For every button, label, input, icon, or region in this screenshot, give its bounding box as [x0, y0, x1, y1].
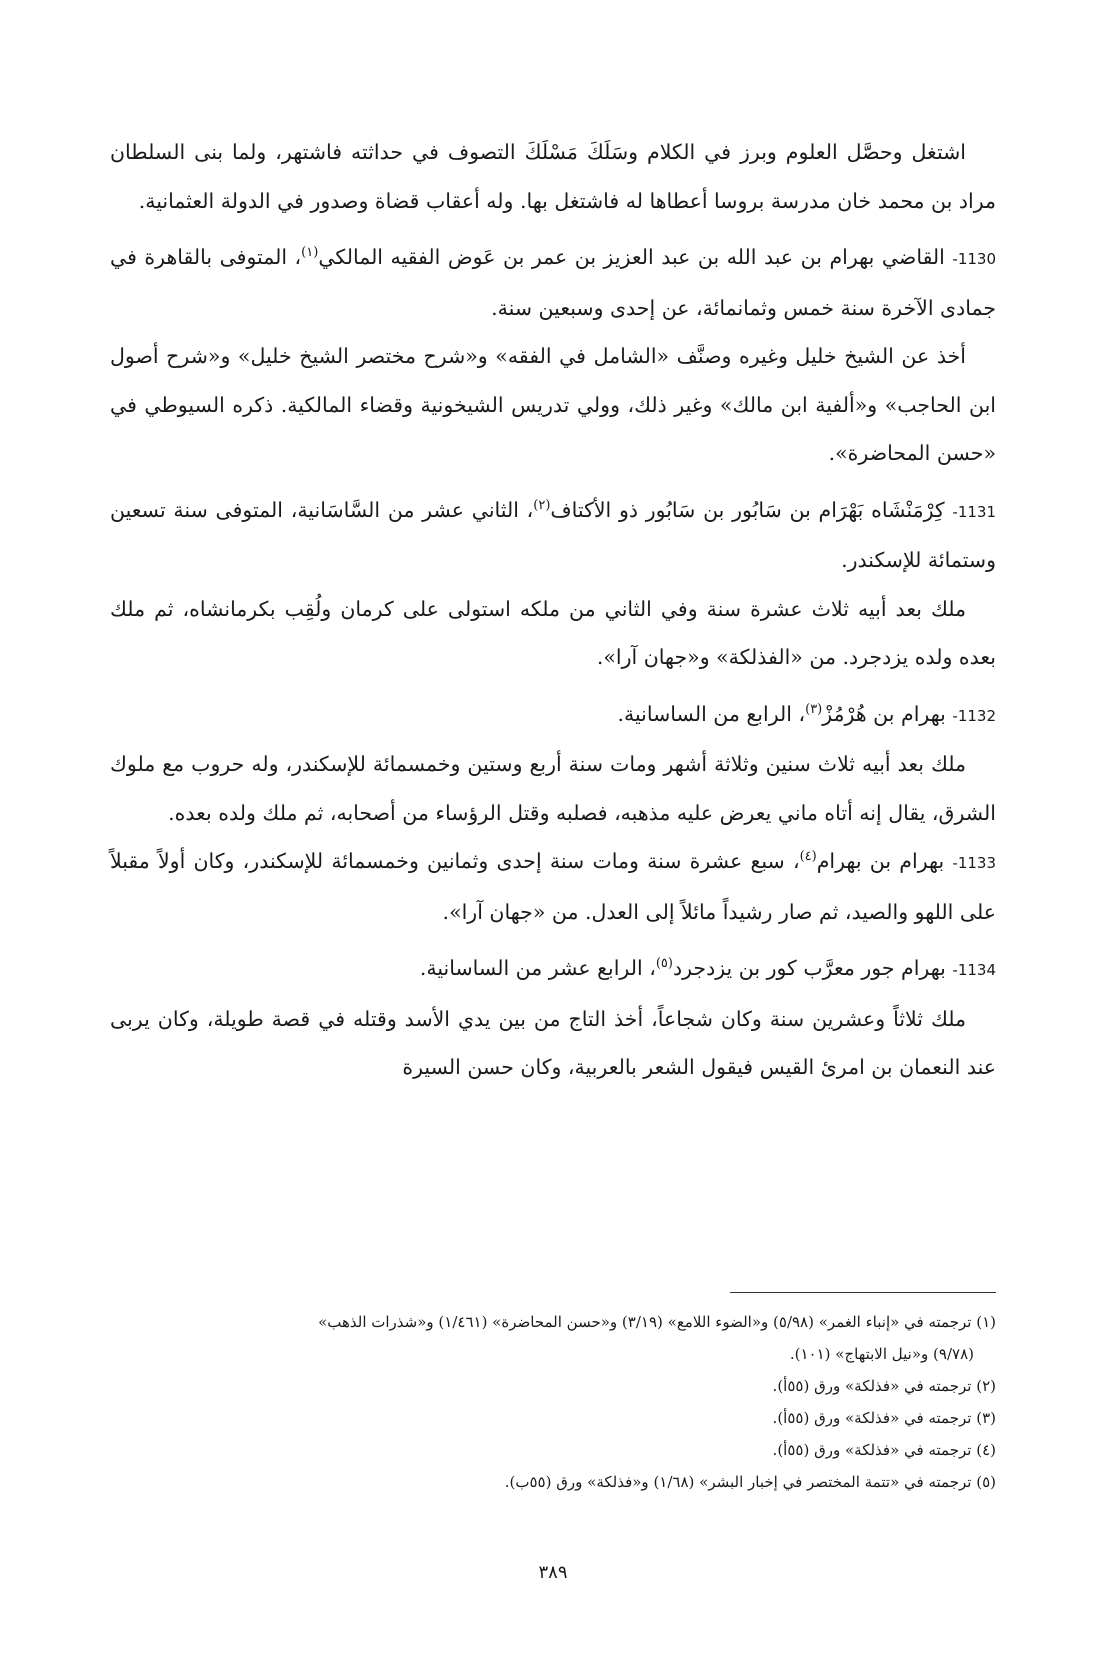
entry-1130-paragraph: أخذ عن الشيخ خليل وغيره وصنَّف «الشامل في الفقه» و«شرح مختصر الشيخ خليل» و«شرح أصول ابن الحاجب» و«ألفية ابن مالك» وغير ذلك، وولي تدريس الشيخونية وقضاء المالكية. ذكره السيوطي في «حسن المحاضرة». [110, 344, 996, 465]
footnote-ref[interactable]: (٤) [799, 849, 817, 865]
entry-1132-paragraph: ملك بعد أبيه ثلاث سنين وثلاثة أشهر ومات سنة أربع وستين وخمسمائة للإسكندر، وله حروب مع ملوك الشرق، يقال إنه أتاه ماني يعرض عليه مذهبه، فصلبه وقتل الرؤساء من أصحابه، ثم ملك ولده بعده. [110, 752, 996, 825]
entry-number: 1130- [952, 250, 996, 268]
entry-title: كِرْمَنْشَاه بَهْرَام بن سَابُور بن سَابُور ذو الأكتاف [550, 497, 953, 522]
entry-number: 1134- [952, 961, 996, 979]
footnote-3: (٣) ترجمته في «فذلكة» ورق (٥٥أ). [772, 1409, 996, 1427]
entry-1134-heading [110, 944, 996, 995]
entry-number: 1133- [952, 854, 996, 872]
footnote-1-continued: (٩/٧٨) و«نيل الابتهاج» (١٠١). [789, 1345, 974, 1363]
entry-details: ، سبع عشرة سنة ومات سنة إحدى وثمانين وخمسمائة للإسكندر، وكان أولاً مقبلاً على اللهو والصيد، ثم صار رشيداً مائلاً إلى العدل. من «جهان آرا». [110, 849, 996, 924]
footnote-ref[interactable]: (٣) [805, 701, 823, 717]
entry-1133-heading [110, 837, 996, 936]
entry-details: ، الرابع عشر من الساسانية. [419, 956, 656, 980]
footnote-ref[interactable]: (١) [301, 245, 319, 261]
intro-paragraph: اشتغل وحصَّل العلوم وبرز في الكلام وسَلَكَ مَسْلَكَ التصوف في حداثته فاشتهر، ولما بنى السلطان مراد بن محمد خان مدرسة بروسا أعطاها له فاشتغل بها. وله أعقاب قضاة وصدور في الدولة العثمانية. [110, 140, 996, 213]
entry-number: 1132- [952, 706, 996, 725]
entry-title: بهرام جور معرَّب كور بن يزدجرد [672, 956, 953, 980]
main-text [110, 128, 996, 1092]
footnote-ref[interactable]: (٥) [655, 956, 673, 972]
footnotes [110, 1306, 996, 1498]
footnote-divider [730, 1292, 996, 1293]
entry-1131-heading [110, 486, 996, 585]
footnote-5: (٥) ترجمته في «تتمة المختصر في إخبار البشر» (١/٦٨) و«فذلكة» ورق (٥٥ب). [504, 1473, 996, 1491]
entry-title: بهرام بن بهرام [816, 849, 953, 873]
entry-title: بهرام بن هُرْمُزْ [822, 701, 953, 726]
entry-title: القاضي بهرام بن عبد الله بن عبد العزيز بن عمر بن عَوض الفقيه المالكي [318, 245, 953, 269]
entry-1130-heading [110, 233, 996, 332]
entry-1132-heading [110, 690, 996, 741]
footnote-4: (٤) ترجمته في «فذلكة» ورق (٥٥أ). [772, 1441, 996, 1459]
footnote-ref[interactable]: (٢) [533, 497, 551, 513]
entry-number: 1131- [952, 502, 996, 521]
entry-details: ، الثاني عشر من السَّاسَانية، المتوفى سنة تسعين وستمائة للإسكندر. [110, 497, 996, 572]
footnote-1: (١) ترجمته في «إنباء الغمر» (٥/٩٨) و«الضوء اللامع» (٣/١٩) و«حسن المحاضرة» (١/٤٦١) و«شذرات الذهب» [318, 1313, 996, 1331]
entry-1134-paragraph: ملك ثلاثاً وعشرين سنة وكان شجاعاً، أخذ التاج من بين يدي الأسد وقتله في قصة طويلة، وكان يربى عند النعمان بن امرئ القيس فيقول الشعر بالعربية، وكان حسن السيرة [110, 1006, 996, 1079]
page-number: ٣٨٩ [538, 1562, 568, 1583]
entry-1131-paragraph: ملك بعد أبيه ثلاث عشرة سنة وفي الثاني من ملكه استولى على كرمان ولُقِب بكرمانشاه، ثم ملك بعده ولده يزدجرد. من «الفذلكة» و«جهان آرا». [110, 596, 996, 669]
entry-details: ، المتوفى بالقاهرة في جمادى الآخرة سنة خمس وثمانمائة، عن إحدى وسبعين سنة. [110, 245, 996, 320]
entry-details: ، الرابع من الساسانية. [617, 701, 806, 726]
footnote-2: (٢) ترجمته في «فذلكة» ورق (٥٥أ). [772, 1377, 996, 1395]
